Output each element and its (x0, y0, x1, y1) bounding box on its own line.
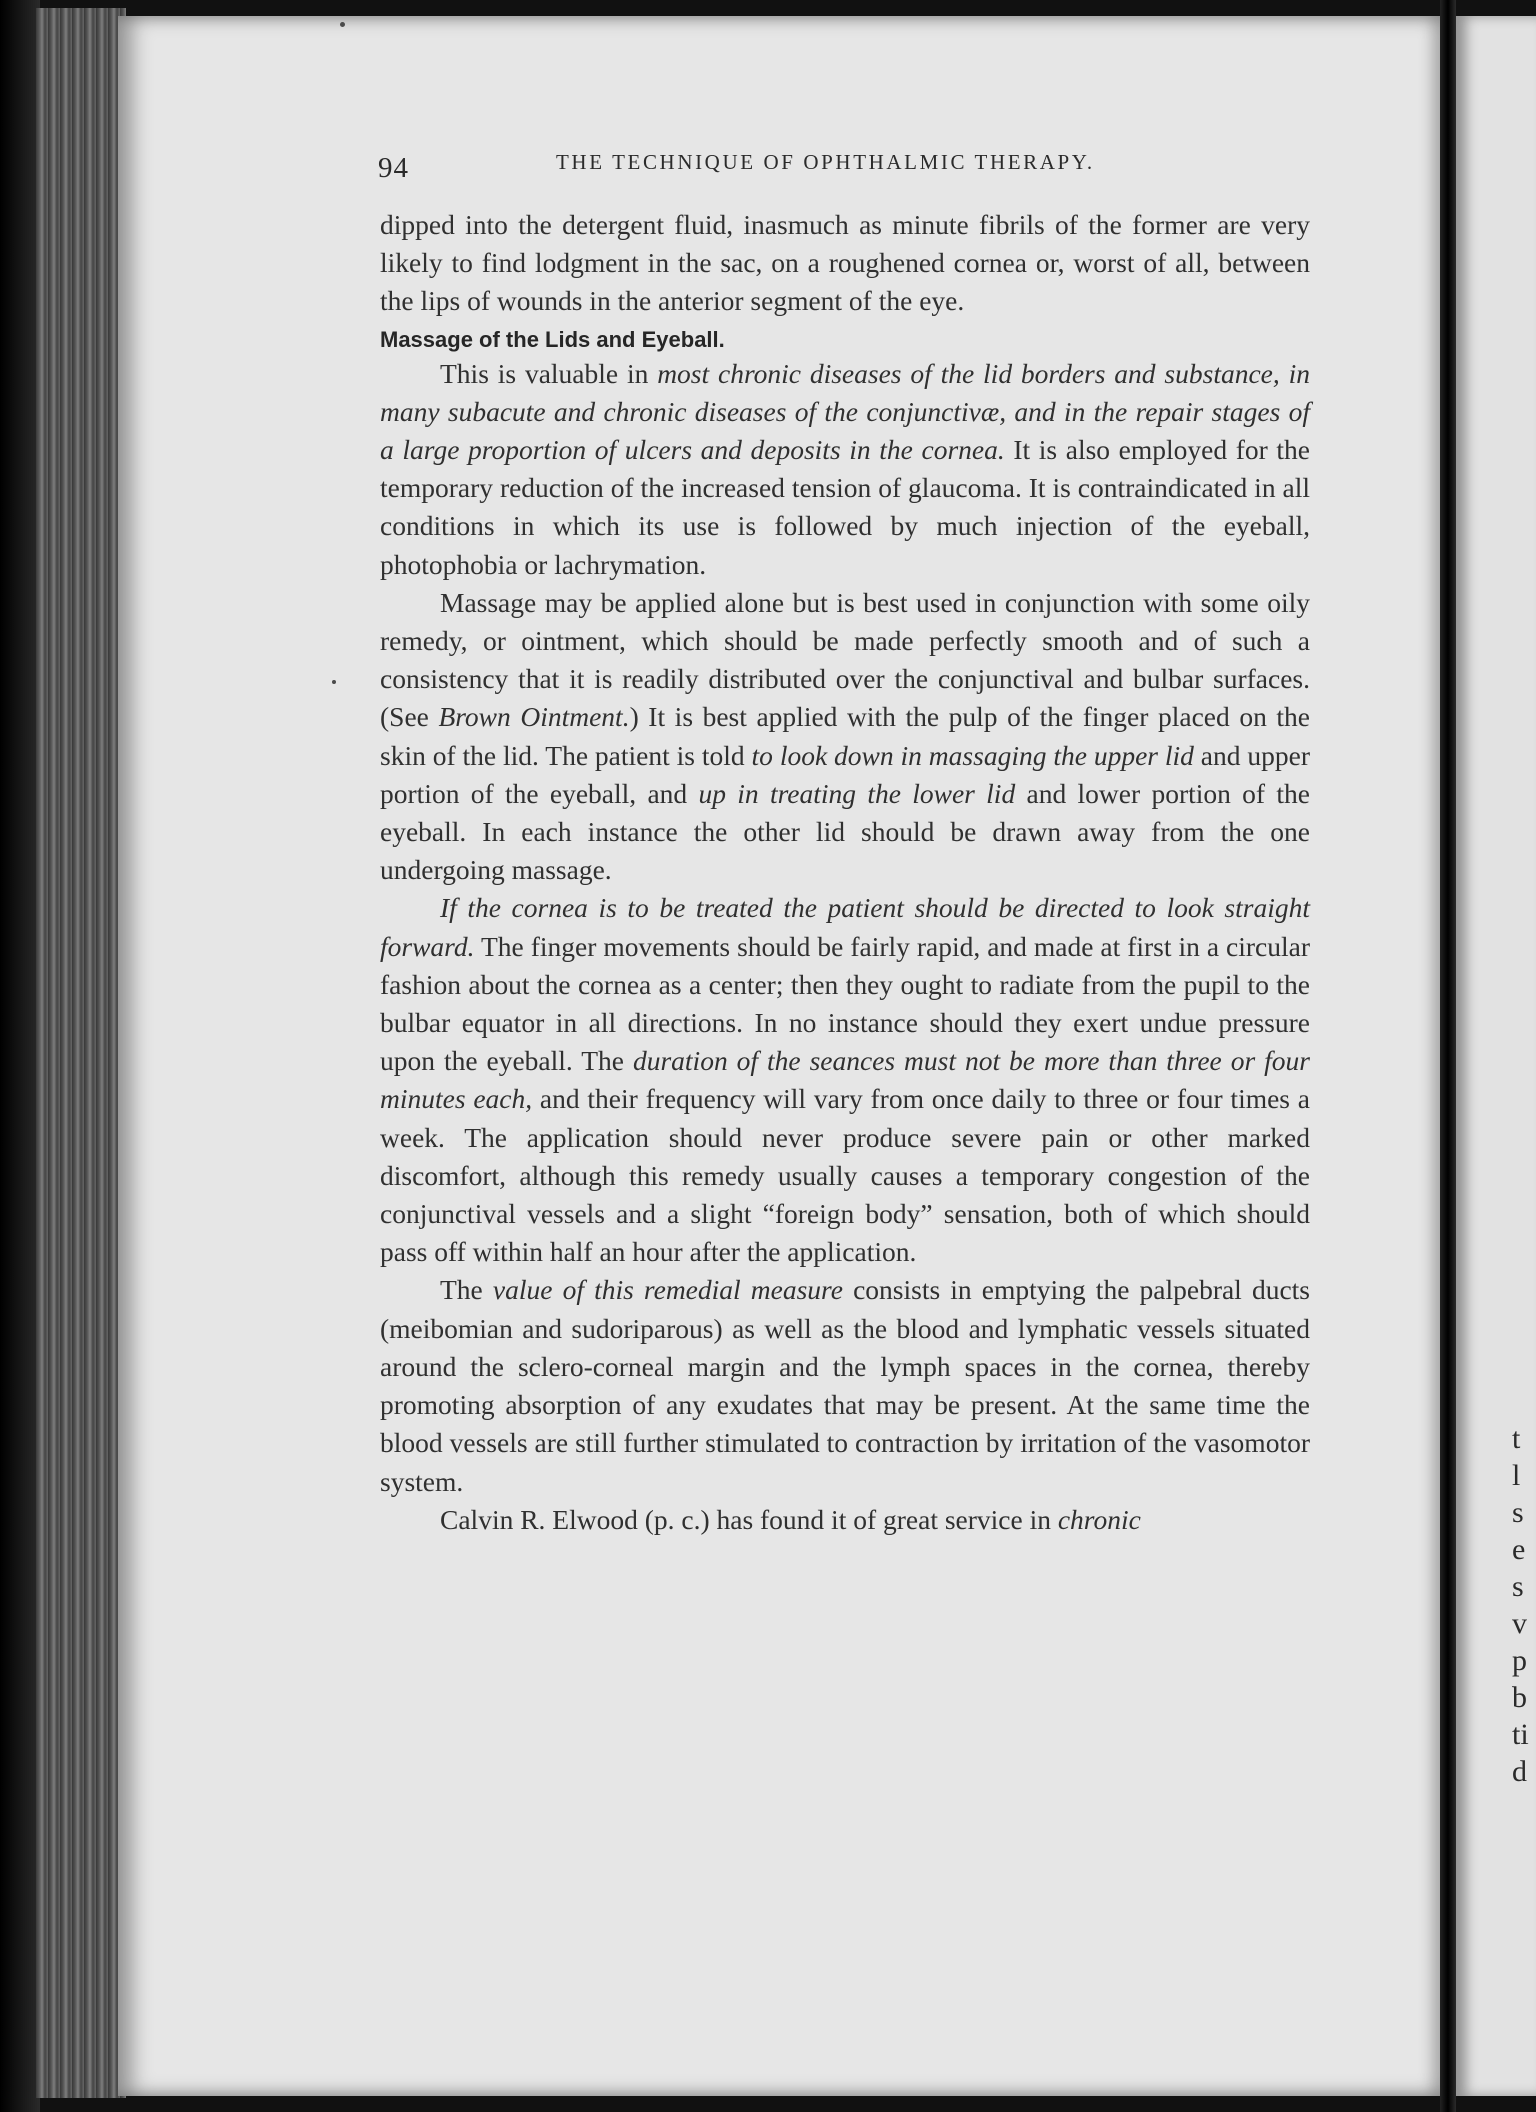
text-run: and upper portion of the eyeball, and (380, 739, 1310, 809)
facing-page-text (1512, 1420, 1529, 1790)
text-run: The finger movements should be fairly rapid, and made at first in a circular fashion about the cornea as a center; then they ought to radiate from the pupil to the bulbar equator in all directions. In no instance should they exert undue pressure upon the eyeball. The (380, 930, 1310, 1077)
italic-text-run: value of this remedial measure (492, 1274, 843, 1306)
paper-speck (340, 22, 345, 27)
italic-text-run: most chronic diseases of the lid borders and substance, in many subacute and chronic diseases of the conjunctivæ, and in the repair stages of a large proportion of ulcers and deposits in the cornea. (380, 357, 1310, 466)
facing-page-letter: s (1512, 1570, 1524, 1603)
text-run: Calvin R. Elwood (p. c.) has found it of great service in (440, 1503, 1058, 1535)
facing-page-letter: ti (1512, 1718, 1529, 1751)
text-run: This is valuable in (440, 357, 658, 389)
italic-text-run: chronic (1057, 1503, 1141, 1535)
binding-shadow (0, 0, 40, 2112)
book-gutter (1440, 0, 1456, 2112)
facing-page-letter: l (1512, 1459, 1521, 1492)
text-run: and their frequency will vary from once daily to three or four times a week. The application should never produce severe pain or other marked discomfort, although this remedy usually causes a temporary congestion of the conjunctival vessels and a slight “foreign body” sensation, both of which should pass off within half an hour after the application. (380, 1083, 1310, 1268)
paragraph (380, 584, 1310, 890)
facing-page-letter: p (1512, 1644, 1527, 1677)
facing-page-letter: v (1512, 1607, 1527, 1640)
paragraph (380, 206, 1310, 321)
italic-text-run: duration of the seances must not be more than three or four minutes each, (380, 1045, 1310, 1115)
facing-page-letter: e (1512, 1533, 1526, 1566)
italic-text-run: Brown Ointment. (438, 701, 630, 733)
paragraph (380, 889, 1310, 1271)
paragraph (380, 1501, 1310, 1539)
body-text (380, 206, 1310, 1539)
italic-text-run: If the cornea is to be treated the patient should be directed to look straight forward. (380, 892, 1310, 962)
text-run: ) It is best applied with the pulp of the finger placed on the skin of the lid. The patient is told (380, 701, 1311, 771)
text-run: consists in emptying the palpebral ducts (meibomian and sudoriparous) as well as the blood and lymphatic vessels situated around the sclero-corneal margin and the lymph spaces in the cornea, thereby promoting absorption of any exudates that may be present. At the same time the blood vessels are still further stimulated to contraction by irritation of the vasomotor system. (380, 1274, 1310, 1497)
running-title: THE TECHNIQUE OF OPHTHALMIC THERAPY. (556, 150, 1095, 174)
page-edges (36, 8, 126, 2098)
facing-page-letter: t (1512, 1422, 1521, 1455)
text-run: and lower portion of the eyeball. In each instance the other lid should be drawn away from the one undergoing massage. (380, 777, 1310, 886)
text-run: Massage may be applied alone but is best used in conjunction with some oily remedy, or ointment, which should be made perfectly smooth and of such a consistency that it is readily distributed over the conjunctival and bulbar surfaces. (See (380, 586, 1310, 733)
text-run: It is also employed for the temporary reduction of the increased tension of glaucoma. It is contraindicated in all conditions in which its use is followed by much injection of the eyeball, photophobia or lachrymation. (380, 434, 1310, 580)
facing-page-letter: d (1512, 1755, 1527, 1788)
facing-page-letter: b (1512, 1681, 1527, 1714)
paragraph (380, 355, 1310, 584)
facing-page-letter: s (1512, 1496, 1524, 1529)
paragraph (380, 1271, 1310, 1500)
italic-text-run: up in treating the lower lid (698, 777, 1016, 809)
text-run: dipped into the detergent fluid, inasmuch as minute fibrils of the former are very likely to find lodgment in the sac, on a roughened cornea or, worst of all, between the lips of wounds in the anterior segment of the eye. (380, 209, 1310, 317)
page-number: 94 (378, 152, 409, 184)
text-run: The (440, 1274, 493, 1306)
paper-speck (332, 680, 336, 684)
italic-text-run: to look down in massaging the upper lid (751, 739, 1194, 771)
section-heading: Massage of the Lids and Eyeball. (380, 326, 725, 352)
